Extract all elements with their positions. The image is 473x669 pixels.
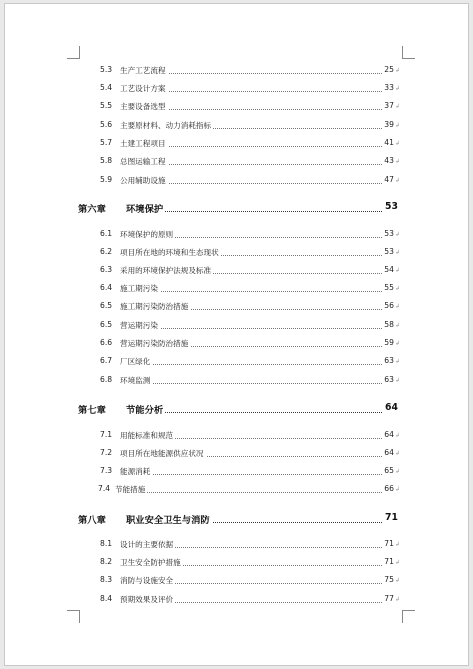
toc-chapter-entry[interactable] (5, 512, 468, 526)
paragraph-mark-icon: ↲ (394, 468, 400, 475)
toc-entry-page-number (382, 594, 400, 603)
toc-entry-number: 第八章 (78, 515, 106, 526)
page-number-text: 47 (384, 175, 394, 184)
toc-section-entry[interactable] (5, 65, 468, 76)
toc-section-entry[interactable] (5, 338, 468, 349)
page-number-text: 41 (384, 138, 394, 147)
page-number-text: 39 (384, 120, 394, 129)
paragraph-mark-icon: ↲ (394, 596, 400, 603)
toc-entry-title: 环境监测 (120, 376, 151, 385)
toc-entry-page-number (382, 156, 400, 165)
toc-entry-page-number (382, 120, 400, 129)
page-number-text: 64 (384, 448, 394, 457)
dot-leader (120, 328, 400, 329)
toc-section-entry[interactable] (5, 156, 468, 167)
page-number-text: 63 (384, 375, 394, 384)
page-number-text: 55 (384, 283, 394, 292)
dot-leader (120, 364, 400, 365)
page-number-text: 56 (384, 301, 394, 310)
toc-section-entry[interactable] (5, 229, 468, 240)
toc-entry-title: 职业安全卫生与消防 (126, 512, 212, 526)
dot-leader (126, 412, 398, 413)
paragraph-mark-icon: ↲ (394, 559, 400, 566)
page-number-text: 65 (384, 466, 394, 475)
toc-entry-page-number (383, 402, 398, 413)
paragraph-mark-icon: ↲ (394, 249, 400, 256)
dot-leader (120, 291, 400, 292)
document-page (4, 3, 469, 666)
toc-entry-page-number (382, 247, 400, 256)
toc-section-entry[interactable] (5, 575, 468, 586)
toc-entry-title: 节能措施 (115, 485, 146, 494)
toc-entry-number: 6.7 (100, 356, 113, 365)
paragraph-mark-icon: ↲ (394, 67, 400, 74)
paragraph-mark-icon: ↲ (394, 103, 400, 110)
toc-entry-number: 8.2 (100, 557, 113, 566)
page-number-text: 58 (384, 320, 394, 329)
toc-entry-title: 设计的主要依据 (120, 540, 174, 549)
page-number-text: 33 (384, 83, 394, 92)
toc-entry-page-number (382, 430, 400, 439)
dot-leader (120, 383, 400, 384)
toc-section-entry[interactable] (5, 594, 468, 605)
paragraph-mark-icon: ↲ (394, 432, 400, 439)
toc-entry-page-number (382, 448, 400, 457)
toc-entry-title: 节能分析 (126, 402, 165, 416)
toc-section-entry[interactable] (5, 430, 468, 441)
page-number-text: 59 (384, 338, 394, 347)
toc-entry-title: 总图运输工程 (120, 157, 166, 166)
toc-entry-title: 施工期污染防治措施 (120, 302, 189, 311)
toc-entry-page-number (382, 83, 400, 92)
toc-entry-title: 预期效果及评价 (120, 595, 174, 604)
page-number-text: 54 (384, 265, 394, 274)
paragraph-mark-icon: ↲ (394, 358, 400, 365)
toc-entry-title: 采用的环境保护法规及标准 (120, 266, 212, 275)
dot-leader (115, 492, 400, 493)
page-number-text: 64 (384, 430, 394, 439)
toc-entry-number: 第七章 (78, 405, 106, 416)
toc-section-entry[interactable] (5, 283, 468, 294)
toc-entry-number: 8.4 (100, 594, 113, 603)
paragraph-mark-icon: ↲ (394, 158, 400, 165)
toc-entry-number: 第六章 (78, 204, 106, 215)
paragraph-mark-icon: ↲ (394, 285, 400, 292)
toc-section-entry[interactable] (5, 120, 468, 131)
toc-entry-number: 6.5 (100, 301, 113, 310)
toc-entry-number: 5.6 (100, 120, 113, 129)
toc-section-entry[interactable] (5, 356, 468, 367)
toc-chapter-entry[interactable] (5, 201, 468, 215)
toc-section-entry[interactable] (5, 448, 468, 459)
toc-entry-title: 主要原材料、动力消耗指标 (120, 121, 212, 130)
page-number-text: 71 (385, 512, 398, 523)
toc-entry-page-number (382, 65, 400, 74)
toc-entry-number: 5.3 (100, 65, 113, 74)
toc-entry-page-number (382, 375, 400, 384)
page-number-text: 71 (384, 557, 394, 566)
toc-section-entry[interactable] (5, 557, 468, 568)
toc-section-entry[interactable] (5, 466, 468, 477)
page-number-text: 66 (384, 484, 394, 493)
toc-entry-page-number (382, 138, 400, 147)
toc-entry-page-number (383, 512, 398, 523)
toc-section-entry[interactable] (5, 320, 468, 331)
paragraph-mark-icon: ↲ (394, 303, 400, 310)
paragraph-mark-icon: ↲ (394, 231, 400, 238)
toc-entry-page-number (382, 229, 400, 238)
toc-entry-number: 8.1 (100, 539, 113, 548)
table-of-contents (5, 4, 468, 665)
paragraph-mark-icon: ↲ (394, 122, 400, 129)
toc-entry-number: 5.8 (100, 156, 113, 165)
toc-entry-title: 项目所在地的环境和生态现状 (120, 248, 219, 257)
toc-entry-number: 7.3 (100, 466, 113, 475)
page-number-text: 71 (384, 539, 394, 548)
toc-section-entry[interactable] (5, 247, 468, 258)
toc-entry-number: 7.4 (98, 484, 111, 493)
toc-entry-number: 6.2 (100, 247, 113, 256)
toc-entry-title: 土建工程项目 (120, 139, 166, 148)
toc-entry-title: 营运期污染 (120, 321, 158, 330)
toc-section-entry[interactable] (5, 484, 468, 495)
toc-entry-number: 6.4 (100, 283, 113, 292)
toc-entry-number: 6.3 (100, 265, 113, 274)
toc-entry-number: 5.4 (100, 83, 113, 92)
page-number-text: 64 (385, 402, 398, 413)
toc-entry-number: 6.1 (100, 229, 113, 238)
toc-entry-title: 厂区绿化 (120, 357, 151, 366)
page-number-text: 53 (384, 229, 394, 238)
toc-entry-number: 5.7 (100, 138, 113, 147)
toc-entry-page-number (382, 175, 400, 184)
toc-entry-page-number (383, 201, 398, 212)
toc-entry-page-number (382, 575, 400, 584)
page-number-text: 53 (384, 247, 394, 256)
toc-entry-page-number (382, 484, 400, 493)
page-number-text: 63 (384, 356, 394, 365)
toc-entry-page-number (382, 539, 400, 548)
toc-entry-page-number (382, 301, 400, 310)
paragraph-mark-icon: ↲ (394, 377, 400, 384)
toc-entry-title: 消防与设施安全 (120, 576, 174, 585)
toc-entry-page-number (382, 557, 400, 566)
paragraph-mark-icon: ↲ (394, 177, 400, 184)
dot-leader (126, 211, 398, 212)
toc-entry-title: 卫生安全防护措施 (120, 558, 181, 567)
toc-section-entry[interactable] (5, 375, 468, 386)
page-number-text: 43 (384, 156, 394, 165)
toc-entry-title: 施工期污染 (120, 284, 158, 293)
toc-chapter-entry[interactable] (5, 402, 468, 416)
toc-entry-page-number (382, 101, 400, 110)
toc-entry-page-number (382, 466, 400, 475)
paragraph-mark-icon: ↲ (394, 140, 400, 147)
toc-entry-title: 环境保护的原则 (120, 230, 174, 239)
toc-entry-number: 6.5 (100, 320, 113, 329)
paragraph-mark-icon: ↲ (394, 322, 400, 329)
toc-section-entry[interactable] (5, 101, 468, 112)
toc-section-entry[interactable] (5, 301, 468, 312)
paragraph-mark-icon: ↲ (394, 541, 400, 548)
toc-entry-page-number (382, 356, 400, 365)
paragraph-mark-icon: ↲ (394, 340, 400, 347)
toc-entry-number: 6.8 (100, 375, 113, 384)
paragraph-mark-icon: ↲ (394, 85, 400, 92)
toc-entry-page-number (382, 338, 400, 347)
toc-entry-number: 5.9 (100, 175, 113, 184)
toc-entry-page-number (382, 320, 400, 329)
dot-leader (120, 474, 400, 475)
toc-entry-number: 6.6 (100, 338, 113, 347)
toc-entry-title: 用能标准和规范 (120, 431, 174, 440)
page-number-text: 53 (385, 201, 398, 212)
toc-entry-title: 工艺设计方案 (120, 84, 166, 93)
toc-entry-title: 主要设备选型 (120, 102, 166, 111)
toc-section-entry[interactable] (5, 175, 468, 186)
toc-entry-number: 5.5 (100, 101, 113, 110)
toc-section-entry[interactable] (5, 83, 468, 94)
toc-entry-title: 生产工艺流程 (120, 66, 166, 75)
toc-entry-title: 项目所在地能源供应状况 (120, 449, 204, 458)
toc-section-entry[interactable] (5, 265, 468, 276)
paragraph-mark-icon: ↲ (394, 486, 400, 493)
paragraph-mark-icon: ↲ (394, 577, 400, 584)
toc-section-entry[interactable] (5, 539, 468, 550)
toc-entry-page-number (382, 265, 400, 274)
toc-entry-title: 环境保护 (126, 201, 165, 215)
toc-entry-title: 营运期污染防治措施 (120, 339, 189, 348)
page-number-text: 77 (384, 594, 394, 603)
paragraph-mark-icon: ↲ (394, 450, 400, 457)
toc-section-entry[interactable] (5, 138, 468, 149)
toc-entry-title: 能源消耗 (120, 467, 151, 476)
toc-entry-number: 7.1 (100, 430, 113, 439)
page-number-text: 75 (384, 575, 394, 584)
page-number-text: 25 (384, 65, 394, 74)
toc-entry-page-number (382, 283, 400, 292)
toc-entry-title: 公用辅助设施 (120, 176, 166, 185)
toc-entry-number: 7.2 (100, 448, 113, 457)
paragraph-mark-icon: ↲ (394, 267, 400, 274)
toc-entry-number: 8.3 (100, 575, 113, 584)
page-number-text: 37 (384, 101, 394, 110)
